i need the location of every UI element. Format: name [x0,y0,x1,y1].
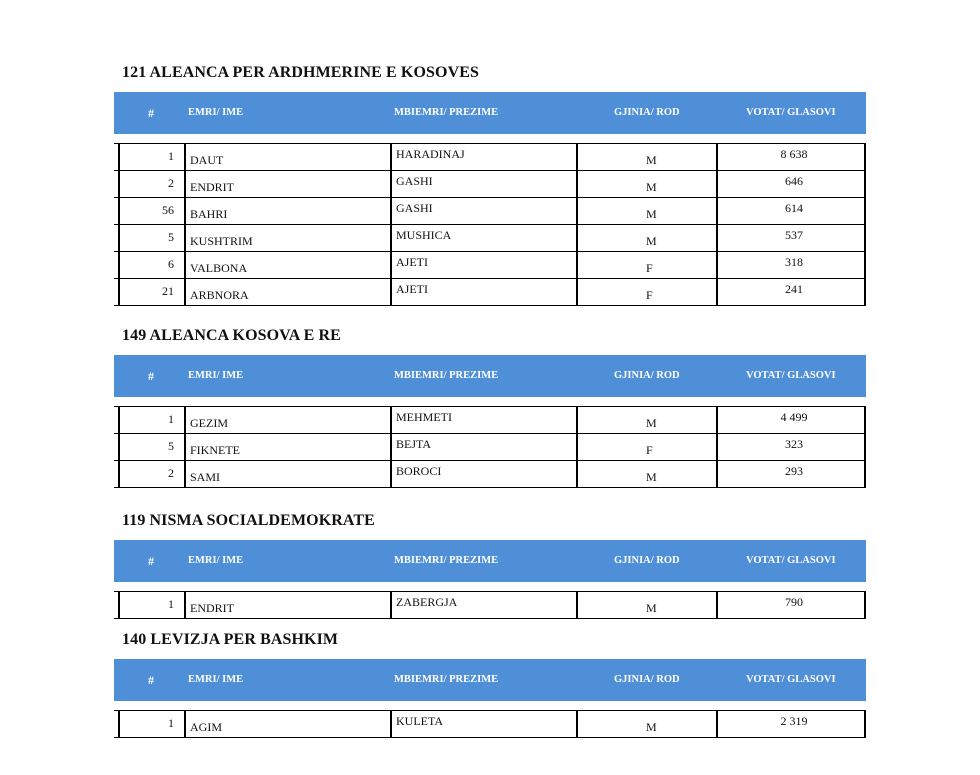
header-name: EMRI/ IME [188,674,244,685]
header-name: EMRI/ IME [188,555,244,566]
header-votes: VOTAT/ GLASOVI [746,107,836,118]
row-gender: M [646,153,657,167]
row-surname: HARADINAJ [396,147,465,161]
row-surname: AJETI [396,282,428,296]
table-header [114,355,866,397]
row-name: SAMI [190,470,221,484]
header-name: EMRI/ IME [188,370,244,381]
row-surname: BEJTA [396,437,432,451]
row-name: AGIM [190,720,222,734]
row-surname: MUSHICA [396,228,452,242]
row-gender: M [646,470,657,484]
row-name: VALBONA [190,261,248,275]
row-number: 5 [168,230,174,244]
table-row [114,279,866,306]
row-gender: M [646,207,657,221]
row-votes: 8 638 [780,147,808,161]
table-row [114,171,866,198]
row-votes: 241 [785,282,803,296]
row-number: 2 [168,176,174,190]
row-name: ENDRIT [190,601,234,615]
row-number: 1 [168,412,174,426]
row-gender: F [646,288,653,302]
row-name: GEZIM [190,416,228,430]
row-votes: 790 [785,595,803,609]
row-surname: MEHMETI [396,410,452,424]
table-header [114,540,866,582]
row-gender: M [646,180,657,194]
party-title: 121 ALEANCA PER ARDHMERINE E KOSOVES [122,64,479,81]
header-surname: MBIEMRI/ PREZIME [394,674,499,685]
header-gender: GJINIA/ ROD [614,555,680,566]
header-votes: VOTAT/ GLASOVI [746,555,836,566]
row-number: 21 [162,284,174,298]
row-gender: M [646,720,657,734]
row-number: 1 [168,716,174,730]
table-header [114,92,866,134]
header-surname: MBIEMRI/ PREZIME [394,555,499,566]
header-gender: GJINIA/ ROD [614,107,680,118]
row-gender: M [646,416,657,430]
row-name: FIKNETE [190,443,240,457]
table-body [114,143,866,306]
party-title: 149 ALEANCA KOSOVA E RE [122,327,341,344]
header-votes: VOTAT/ GLASOVI [746,370,836,381]
row-number: 6 [168,257,174,271]
row-name: ENDRIT [190,180,234,194]
row-votes: 293 [785,464,803,478]
row-gender: M [646,601,657,615]
table-row [114,461,866,488]
row-votes: 646 [785,174,803,188]
party-title: 119 NISMA SOCIALDEMOKRATE [122,512,375,529]
row-name: DAUT [190,153,224,167]
party-title: 140 LEVIZJA PER BASHKIM [122,631,339,648]
table-row [114,252,866,279]
table-row [114,434,866,461]
table-row [114,406,866,434]
table-body [114,710,866,738]
table-row [114,198,866,225]
table-row [114,710,866,738]
row-surname: BOROCI [396,464,442,478]
row-surname: AJETI [396,255,428,269]
row-votes: 537 [785,228,803,242]
row-gender: F [646,443,653,457]
row-votes: 2 319 [780,714,808,728]
header-number: # [148,106,154,120]
header-surname: MBIEMRI/ PREZIME [394,370,499,381]
row-surname: ZABERGJA [396,595,458,609]
row-name: KUSHTRIM [190,234,253,248]
table-row [114,143,866,171]
header-surname: MBIEMRI/ PREZIME [394,107,499,118]
table-row [114,591,866,619]
header-gender: GJINIA/ ROD [614,674,680,685]
table-row [114,225,866,252]
row-number: 56 [162,203,174,217]
row-votes: 318 [785,255,803,269]
header-number: # [148,673,154,687]
header-name: EMRI/ IME [188,107,244,118]
row-gender: F [646,261,653,275]
row-name: BAHRI [190,207,228,221]
header-number: # [148,369,154,383]
row-number: 5 [168,439,174,453]
header-gender: GJINIA/ ROD [614,370,680,381]
row-votes: 614 [785,201,803,215]
header-number: # [148,554,154,568]
header-votes: VOTAT/ GLASOVI [746,674,836,685]
row-votes: 4 499 [780,410,808,424]
row-surname: KULETA [396,714,444,728]
row-number: 1 [168,149,174,163]
table-body [114,591,866,619]
row-votes: 323 [785,437,803,451]
row-name: ARBNORA [190,288,249,302]
row-surname: GASHI [396,174,433,188]
row-number: 1 [168,597,174,611]
row-gender: M [646,234,657,248]
row-surname: GASHI [396,201,433,215]
table-header [114,659,866,701]
row-number: 2 [168,466,174,480]
table-body [114,406,866,488]
